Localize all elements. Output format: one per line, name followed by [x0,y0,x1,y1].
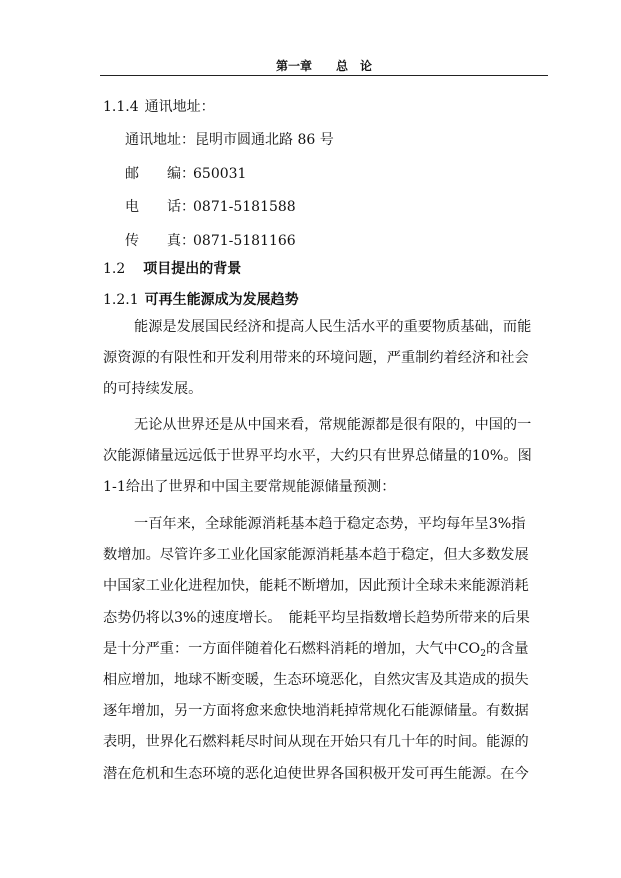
paragraph-line: 相应增加，地球不断变暖，生态环境恶化，自然灾害及其造成的损失 [103,671,529,688]
section-number: 1.2 [103,261,126,277]
section-title: 可再生能源成为发展趋势 [144,292,299,308]
paragraph-1 [103,312,543,406]
section-number: 1.2.1 [103,292,139,308]
paragraph-line: 能源是发展国民经济和提高人民生活水平的重要物质基础，而能 [134,319,532,335]
address-value: 昆明市圆通北路 86 号 [195,132,334,148]
paragraph-3 [103,509,543,790]
zip-label: 邮 编： [125,166,195,182]
header-rule [100,75,548,76]
paragraph-2 [103,410,543,504]
phone-value: 0871-5181588 [193,199,296,215]
paragraph-line: 1-1给出了世界和中国主要常规能源储量预测： [103,479,396,496]
paragraph-line: 逐年增加，另一方面将愈来愈快地消耗掉常规化石能源储量。有数据 [103,703,529,720]
fax-line [125,230,296,250]
paragraph-line: 数增加。尽管许多工业化国家能源消耗基本趋于稳定，但大多数发展 [103,547,529,564]
co2-main: CO [457,640,481,657]
section-1-1-4-heading [103,96,215,116]
phone-label: 电 话： [125,199,195,215]
zip-value: 650031 [193,166,247,182]
section-1-2-1-heading [103,289,299,309]
paragraph-line: 一百年来，全球能源消耗基本趋于稳定态势，平均每年呈3%指 [134,516,526,532]
text-run: 的含量 [485,640,529,657]
paragraph-line: 表明，世界化石燃料耗尽时间从现在开始只有几十年的时间。能源的 [103,734,529,751]
address-label: 通讯地址： [125,132,195,148]
section-1-2-heading [103,258,241,278]
fax-value: 0871-5181166 [193,233,296,249]
paragraph-line: 源资源的有限性和开发利用带来的环境问题，严重制约着经济和社会 [103,350,529,367]
paragraph-line-co2 [103,634,543,665]
paragraph-line: 中国家工业化进程加快，能耗不断增加，因此预计全球未来能源消耗 [103,578,529,595]
paragraph-line: 无论从世界还是从中国来看，常规能源都是很有限的，中国的一 [134,417,532,433]
zip-line [125,163,246,183]
address-line [125,129,334,149]
fax-label: 传 真： [125,233,195,249]
paragraph-line: 态势仍将以3%的速度增长。 能耗平均呈指数增长趋势所带来的后果 [103,609,530,626]
section-title: 项目提出的背景 [143,261,242,277]
paragraph-line: 次能源储量远远低于世界平均水平，大约只有世界总储量的10%。图 [103,448,532,465]
section-number: 1.1.4 [103,99,139,115]
phone-line [125,196,296,216]
section-title: 通讯地址： [144,99,215,115]
paragraph-line: 潜在危机和生态环境的恶化迫使世界各国积极开发可再生能源。在今 [103,765,529,782]
paragraph-line: 的可持续发展。 [103,381,203,398]
co2-formula [458,641,486,657]
page-header-chapter-title: 第一章 总 论 [275,59,372,73]
text-run: 是十分严重：一方面伴随着化石燃料消耗的增加，大气中 [103,640,458,657]
co2-subscript: 2 [480,648,486,659]
